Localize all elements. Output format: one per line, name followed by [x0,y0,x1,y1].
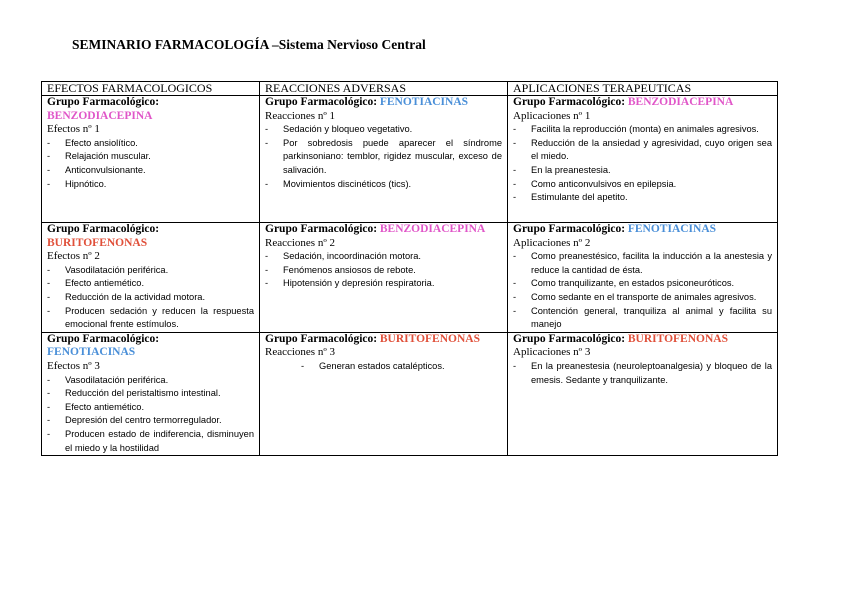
group-label: Grupo Farmacológico: [513,332,626,345]
list-item: - Vasodilatación periférica. [47,374,254,388]
item-list [265,123,502,191]
list-item: - Efecto ansiolítico. [47,137,254,151]
list-item: - Sedación y bloqueo vegetativo. [265,123,502,137]
item-list [47,374,254,456]
sub-heading: Aplicaciones nº 3 [513,346,591,359]
cell-reacciones-2 [260,223,508,333]
cell-efectos-2 [42,223,260,333]
sub-heading: Efectos nº 1 [47,123,100,136]
group-label: Grupo Farmacológico: [47,223,160,235]
group-label: Grupo Farmacológico: [513,96,626,108]
cell-aplicaciones-2 [508,223,778,333]
list-item: - Como sedante en el transporte de animales agresivos. [513,291,772,305]
item-list [513,250,772,332]
group-label: Grupo Farmacológico: [265,332,378,345]
group-name: BENZODIACEPINA [627,96,734,108]
group-name: FENOTIACINAS [47,346,136,359]
group-label: Grupo Farmacológico: [47,96,160,108]
cell-efectos-1 [42,96,260,223]
item-list [47,137,254,191]
header-efectos: EFECTOS FARMACOLOGICOS [42,82,260,96]
group-name: BENZODIACEPINA [379,223,486,235]
list-item: - Como tranquilizante, en estados psiconeuróticos. [513,277,772,291]
list-item: - En la preanestesia. [513,164,772,178]
group-label: Grupo Farmacológico: [265,96,378,108]
list-item: - Anticonvulsionante. [47,164,254,178]
sub-heading: Aplicaciones nº 2 [513,236,591,249]
header-row [42,82,778,96]
list-item: - Reducción de la actividad motora. [47,291,254,305]
group-label: Grupo Farmacológico: [47,332,160,345]
item-list [47,264,254,332]
sub-heading: Efectos nº 2 [47,250,100,263]
cell-reacciones-1 [260,96,508,223]
list-item: - Hipotensión y depresión respiratoria. [265,277,502,291]
list-item: - Contención general, tranquiliza al animal y facilita su manejo [513,305,772,332]
list-item: - Vasodilatación periférica. [47,264,254,278]
group-label: Grupo Farmacológico: [265,223,378,235]
sub-heading: Efectos nº 3 [47,359,100,372]
list-item: - Reducción de la ansiedad y agresividad, cuyo origen sea el miedo. [513,137,772,164]
list-item: - Generan estados catalépticos. [265,360,502,374]
list-item: - Relajación muscular. [47,150,254,164]
group-label: Grupo Farmacológico: [513,223,626,235]
list-item: - Estimulante del apetito. [513,191,772,205]
list-item: - Facilita la reproducción (monta) en animales agresivos. [513,123,772,137]
table-row [42,96,778,223]
group-name: BURITOFENONAS [627,332,728,345]
sub-heading: Reacciones nº 3 [265,346,335,359]
cell-aplicaciones-1 [508,96,778,223]
table-row [42,332,778,455]
list-item: - En la preanestesia (neuroleptoanalgesia) y bloqueo de la emesis. Sedante y tranquilizante. [513,360,772,387]
list-item: - Como preanestésico, facilita la inducción a la anestesia y reduce la cantidad de ésta. [513,250,772,277]
page-title: SEMINARIO FARMACOLOGÍA –Sistema Nervioso Central [72,37,426,52]
header-aplicaciones: APLICACIONES TERAPEUTICAS [508,82,778,96]
list-item: - Fenómenos ansiosos de rebote. [265,264,502,278]
group-name: BENZODIACEPINA [47,109,153,122]
list-item: - Reducción del peristaltismo intestinal. [47,387,254,401]
cell-efectos-3 [42,332,260,455]
header-reacciones: REACCIONES ADVERSAS [260,82,508,96]
item-list [265,360,502,374]
list-item: - Depresión del centro termorregulador. [47,414,254,428]
sub-heading: Reacciones nº 1 [265,109,335,122]
cell-reacciones-3 [260,332,508,455]
list-item: - Sedación, incoordinación motora. [265,250,502,264]
pharmacology-table [41,81,778,456]
group-name: BURITOFENONAS [379,332,480,345]
sub-heading: Aplicaciones nº 1 [513,109,591,122]
group-name: FENOTIACINAS [379,96,469,108]
cell-aplicaciones-3 [508,332,778,455]
item-list [513,123,772,205]
list-item: - Producen estado de indiferencia, disminuyen el miedo y la hostilidad [47,428,254,455]
table-row [42,223,778,333]
list-item: - Movimientos discinéticos (tics). [265,178,502,192]
item-list [513,360,772,387]
list-item: - Por sobredosis puede aparecer el síndrome parkinsoniano: temblor, rigidez muscular, exceso de salivación. [265,137,502,178]
item-list [265,250,502,291]
list-item: - Hipnótico. [47,178,254,192]
sub-heading: Reacciones nº 2 [265,236,335,249]
list-item: - Efecto antiemético. [47,401,254,415]
list-item: - Producen sedación y reducen la respuesta emocional frente estímulos. [47,305,254,332]
group-name: BURITOFENONAS [47,236,148,249]
list-item: - Efecto antiemético. [47,277,254,291]
list-item: - Como anticonvulsivos en epilepsia. [513,178,772,192]
group-name: FENOTIACINAS [627,223,717,235]
